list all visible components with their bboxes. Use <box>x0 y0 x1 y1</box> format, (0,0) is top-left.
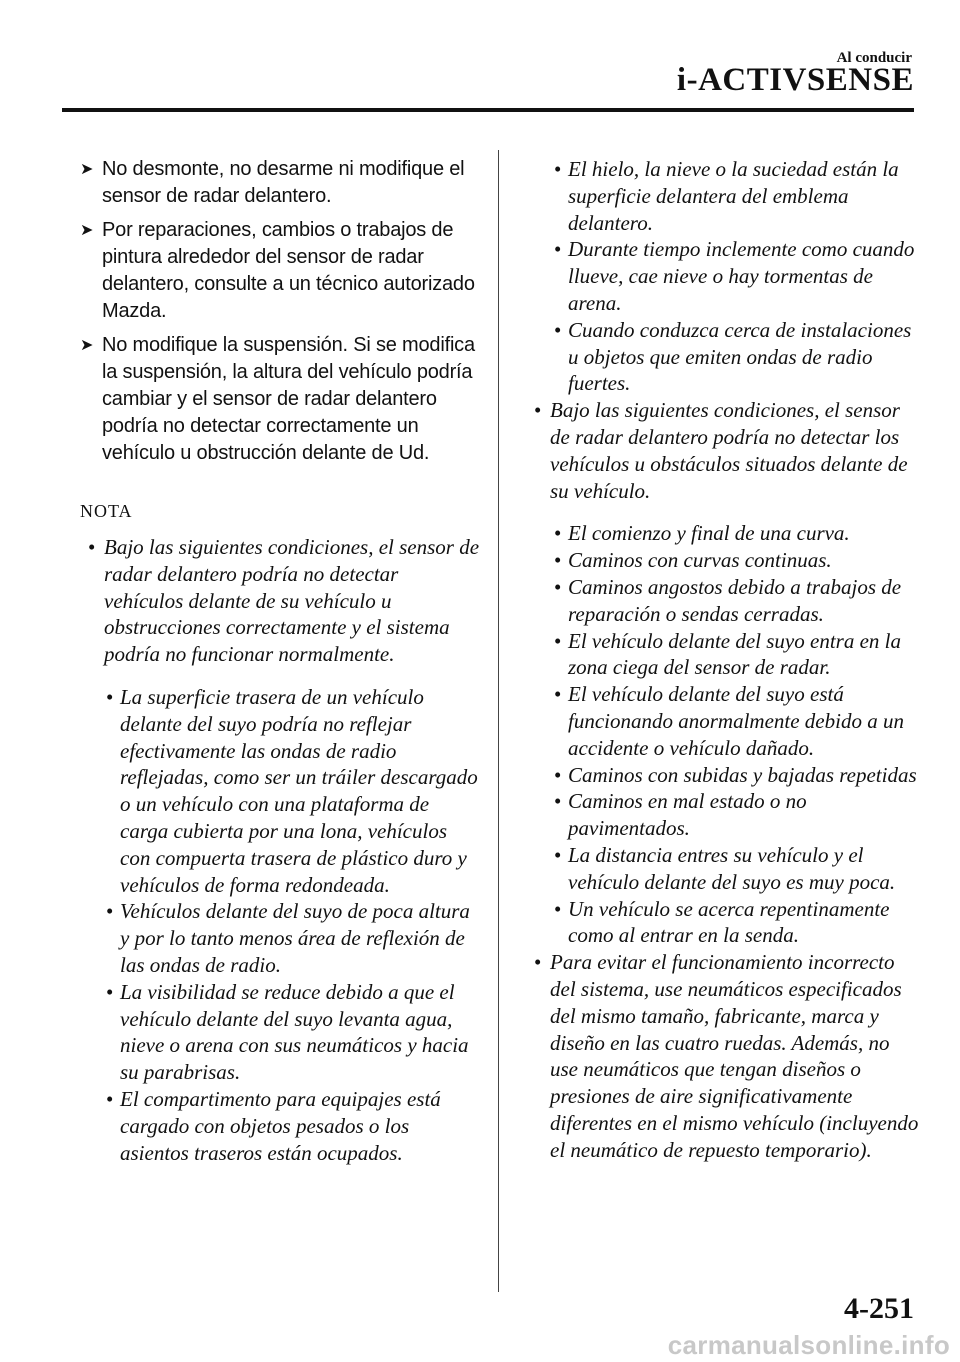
note-subbullet-text: Cuando conduzca cerca de instalaciones u objetos que emiten ondas de radio fuertes. <box>568 317 912 396</box>
note-subbullet <box>80 684 480 898</box>
note-subbullet-text: Caminos angostos debido a trabajos de reparación o sendas cerradas. <box>568 574 902 626</box>
bullet-dot-icon: • <box>554 548 562 573</box>
note-subbullet <box>530 574 920 628</box>
note-subbullet <box>530 156 920 236</box>
note-subbullet-text: El compartimento para equipajes está cargado con objetos pesados o los asientos traseros están ocupados. <box>120 1086 441 1165</box>
note-subbullet <box>80 898 480 978</box>
bullet-dot-icon: • <box>554 521 562 546</box>
note-subbullet <box>530 788 920 842</box>
note-subbullet <box>530 896 920 950</box>
section-label: Al conducir <box>836 50 912 66</box>
warning-text: Por reparaciones, cambios o trabajos de pintura alrededor del sensor de radar delantero, consulte a un técnico autorizado Mazda. <box>102 219 475 322</box>
bullet-dot-icon: • <box>554 237 562 262</box>
bullet-dot-icon: • <box>554 682 562 707</box>
header-rule <box>62 108 914 112</box>
bullet-dot-icon: • <box>554 317 562 342</box>
column-divider <box>498 150 499 1292</box>
arrowhead-right-icon: ➤ <box>80 337 94 354</box>
bullet-dot-icon: • <box>88 535 96 559</box>
bullet-dot-icon: • <box>554 896 562 921</box>
note-bullet-text: Bajo las siguientes condiciones, el sensor de radar delantero podría no detectar los vehículos u obstáculos situados delante de su vehículo. <box>550 398 908 503</box>
note-subbullet-text: El vehículo delante del suyo está funcionando anormalmente debido a un accidente o vehículo dañado. <box>568 682 904 760</box>
note-subbullet-text: El vehículo delante del suyo entra en la zona ciega del sensor de radar. <box>568 628 901 680</box>
warning-item <box>80 217 480 325</box>
right-column <box>530 156 920 1163</box>
warning-item <box>80 332 480 467</box>
note-subbullet <box>80 1086 480 1166</box>
note-subbullet-text: Un vehículo se acerca repentinamente como al entrar en la senda. <box>568 896 890 948</box>
note-bullet-text: Para evitar el funcionamiento incorrecto del sistema, use neumáticos especificados del mismo tamaño, fabricante, marca y diseño en las cuatro ruedas. Además, no use neumáticos que tengan diseños o presiones de aire significativamente diferentes en el mismo vehículo (incluyendo el neumático de repuesto temporario). <box>550 950 919 1162</box>
note-subbullet-text: Caminos con curvas continuas. <box>568 548 832 573</box>
note-subbullet-text: La visibilidad se reduce debido a que el vehículo delante del suyo levanta agua, nieve o arena con sus neumáticos y hacia su parabrisas. <box>120 979 469 1085</box>
arrowhead-right-icon: ➤ <box>80 222 94 239</box>
note-subbullet <box>530 520 920 547</box>
bullet-dot-icon: • <box>106 684 114 709</box>
warning-text: No modifique la suspensión. Si se modifica la suspensión, la altura del vehículo podría cambiar y el sensor de radar delantero podría no detectar correctamente un vehículo u obstrucción delante de Ud. <box>102 334 475 464</box>
note-subbullet-text: La superficie trasera de un vehículo delante del suyo podría no reflejar efectivamente las ondas de radio reflejadas, como ser un tráiler descargado o un vehículo con una plataforma de carga cubierta por una lona, vehículos con compuerta trasera de plástico duro y vehículos de forma redondeada. <box>120 684 478 897</box>
warning-item <box>80 156 480 210</box>
note-subbullet-text: El comienzo y final de una curva. <box>568 521 850 546</box>
left-column <box>80 156 480 1166</box>
warning-text: No desmonte, no desarme ni modifique el sensor de radar delantero. <box>102 158 465 207</box>
bullet-dot-icon: • <box>554 762 562 787</box>
page-title: i-ACTIVSENSE <box>676 62 914 98</box>
note-subbullet <box>530 681 920 761</box>
bullet-dot-icon: • <box>554 842 562 867</box>
note-subbullet <box>80 979 480 1086</box>
note-subbullet <box>530 628 920 682</box>
note-subbullet-text: Durante tiempo inclemente como cuando llueve, cae nieve o hay tormentas de arena. <box>568 237 915 315</box>
bullet-dot-icon: • <box>534 398 542 423</box>
note-subbullet <box>530 762 920 789</box>
bullet-dot-icon: • <box>534 950 542 975</box>
page-number: 4-251 <box>844 1292 914 1325</box>
note-bullet <box>530 397 920 504</box>
note-heading: NOTA <box>80 501 133 521</box>
note-bullet <box>82 534 480 668</box>
note-subbullet-text: Caminos con subidas y bajadas repetidas <box>568 762 917 787</box>
note-bullet <box>530 949 920 1163</box>
note-subbullet <box>530 842 920 896</box>
note-subbullet <box>530 547 920 574</box>
note-subbullet <box>530 317 920 397</box>
note-subbullet <box>530 236 920 316</box>
bullet-dot-icon: • <box>554 574 562 599</box>
watermark: carmanualsonline.info <box>667 1330 950 1360</box>
bullet-dot-icon: • <box>554 628 562 653</box>
bullet-dot-icon: • <box>554 789 562 814</box>
bullet-dot-icon: • <box>554 157 562 181</box>
note-subbullet-text: La distancia entres su vehículo y el vehículo delante del suyo es muy poca. <box>568 842 896 894</box>
bullet-dot-icon: • <box>106 1086 114 1111</box>
note-bullet-text: Bajo las siguientes condiciones, el sensor de radar delantero podría no detectar vehículos delante de su vehículo u obstrucciones correctamente y el sistema podría no funcionar normalmente. <box>104 535 480 667</box>
note-subbullet-text: Caminos en mal estado o no pavimentados. <box>568 789 807 841</box>
note-subbullet-text: El hielo, la nieve o la suciedad están la superficie delantera del emblema delantero. <box>568 157 899 235</box>
bullet-dot-icon: • <box>106 979 114 1004</box>
note-subbullet-text: Vehículos delante del suyo de poca altura y por lo tanto menos área de reflexión de las ondas de radio. <box>120 899 470 977</box>
arrowhead-right-icon: ➤ <box>80 161 94 178</box>
bullet-dot-icon: • <box>106 899 114 924</box>
